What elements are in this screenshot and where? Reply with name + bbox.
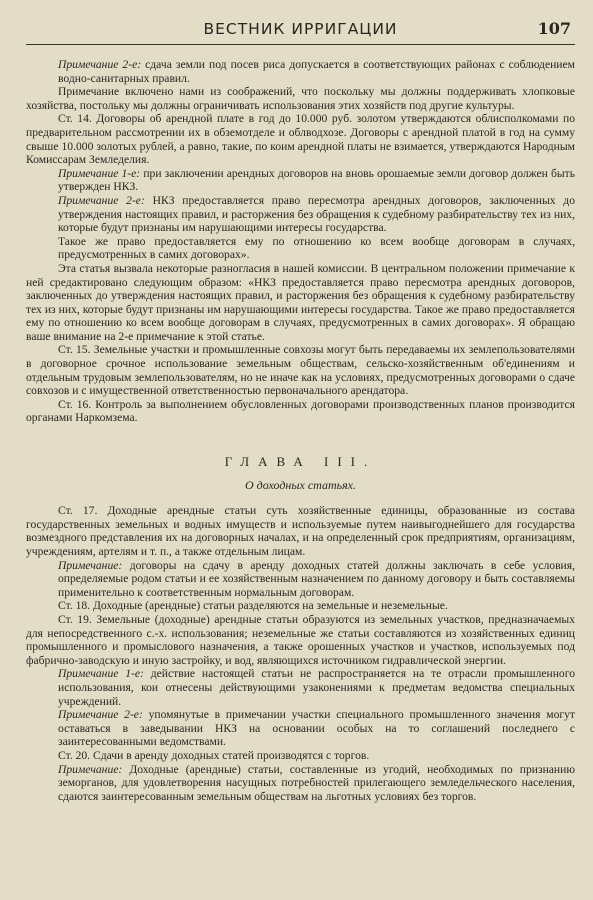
note-paragraph [26,559,575,600]
note-lead: Примечание: [58,762,123,776]
chapter-subtitle: О доходных статьях. [244,477,356,492]
body-paragraph: Эта статья вызвала некоторые разногласия в нашей комиссии. В центральном положении примечание к ней средактировано следующим образом: «НКЗ предоставляется право пересмотра арендных договоров, заключенных до утверждения настоящих правил, и расторжения без обращения к судебному разбирательству тех из них, которые будут признаны им нарушающими интересы государства. Такое же право предоставляется ему по отношению ко всем вообще договорам в случаях, предусмотренных в самих договорах». Я обращаю ваше внимание на 2-е примечание к этой статье. [26,261,575,343]
body-paragraph: Примечание включено нами из соображений, что поскольку мы должны поддерживать хлопковые хозяйства, постольку мы должны ограничивать использования этих хозяйств под другие культуры. [26,85,575,112]
body-paragraph: Ст. 19. Земельные (доходные) арендные статьи образуются из земельных участков, предназначаемых для непосредственного с.-х. использования; неземельные же статьи составляются из хозяйственных единиц промышленного и промыслового назначения, а также орошенных участков и участков, используемых под фабрично-заводскую и иную застройку, и вод, являющихся источником гидравлической энергии. [26,612,575,667]
note-paragraph [26,167,575,194]
note-paragraph [26,194,575,235]
note-text: действие настоящей статьи не распространяется на те отрасли промышленного использования, кои отнесены действующими узаконениями к предметам ведомства специальных учреждений. [58,667,575,708]
section-lower [26,504,575,803]
note-paragraph [26,708,575,749]
note-text: НКЗ предоставляется право пересмотра арендных договоров, заключенных до утверждения настоящих правил, и расторжения без обращения к судебному разбирательству тех из них, которые будут признаны им нарушающими интересы государства. [58,193,575,235]
note-text: Такое же право предоставляется ему по отношению ко всем вообще договорам в случаях, предусмотренных в самих договорах». [58,234,575,262]
note-lead: Примечание: [58,558,123,572]
body-paragraph: Ст. 18. Доходные (арендные) статьи разделяются на земельные и неземельные. [58,599,448,613]
body-paragraph: Ст. 15. Земельные участки и промышленные совхозы могут быть передаваемы их землепользователями в договорное срочное использование земельным обществам, сельско-хозяйственным об'единениям и отдельным трудовым землепользователям, но не иначе как на условиях, предусмотренных договорами о сдаче совхозов и с имущественной ответственностью первоначального арендатора. [26,343,575,398]
note-lead: Примечание 1-е: [58,667,144,681]
note-text: упомянутые в примечании участки специального промышленного значения могут оставаться в заведывании НКЗ на основании особых на то соглашений последнего с заинтересованными ведомствами. [58,708,575,749]
note-paragraph [26,235,575,262]
body-paragraph: Ст. 17. Доходные арендные статьи суть хозяйственные единицы, образованные из состава государственных земельных и водных имуществ и используемые путем наивыгоднейшего для государства возмездного представления их на договорных началах, и на определенный срок предприятиям, организациям, учреждениям, артелям и т. п., а также отдельным лицам. [26,504,575,558]
note-lead: Примечание 2-е: [58,708,143,722]
chapter-title: ГЛАВА III. [224,454,377,470]
document-body [26,58,575,803]
note-paragraph [26,58,575,85]
page-header [26,18,575,45]
note-text: сдача земли под посев риса допускается в соответствующих районах с соблюдением водно-санитарных правил. [58,58,575,85]
page-number: 107 [537,19,571,38]
note-paragraph [26,667,575,708]
note-text: договоры на сдачу в аренду доходных статей должны заключать в себе условия, определяемые родом статьи и ее хозяйственным назначением по данному договору и быть составляемы применительно к соответственным нормальным договорам. [58,558,575,599]
body-paragraph: Ст. 20. Сдачи в аренду доходных статей производятся с торгов. [58,748,370,762]
note-lead: Примечание 1-е: [58,166,141,180]
section-upper [26,58,575,425]
note-lead: Примечание 2-е: [58,193,145,207]
note-lead: Примечание 2-е: [58,58,142,71]
note-text: Доходные (арендные) статьи, составленные из угодий, необходимых по признанию земорганов, для удовлетворения насущных потребностей прилегающего земледельческого населения, сдаются заинтересованным земельным обществам на льготных условиях без торгов. [58,762,575,803]
body-paragraph: Ст. 14. Договоры об арендной плате в год до 10.000 руб. золотом утверждаются облисполкомами по предварительном рассмотрении их в обземотделе и облводхозе. Договоры с арендной платой в год на сумму свыше 10.000 золотых рублей, а равно, такие, по коим арендной платы не взимается, утверждаются Народным Комиссарам Земледелия. [26,112,575,167]
note-paragraph [26,763,575,804]
body-paragraph: Ст. 16. Контроль за выполнением обусловленных договорами производственных планов производится органами Наркомзема. [26,397,575,425]
note-text: при заключении арендных договоров на вновь орошаемые земли договор должен быть утвержден НКЗ. [58,166,575,194]
journal-title: ВЕСТНИК ИРРИГАЦИИ [203,20,398,38]
